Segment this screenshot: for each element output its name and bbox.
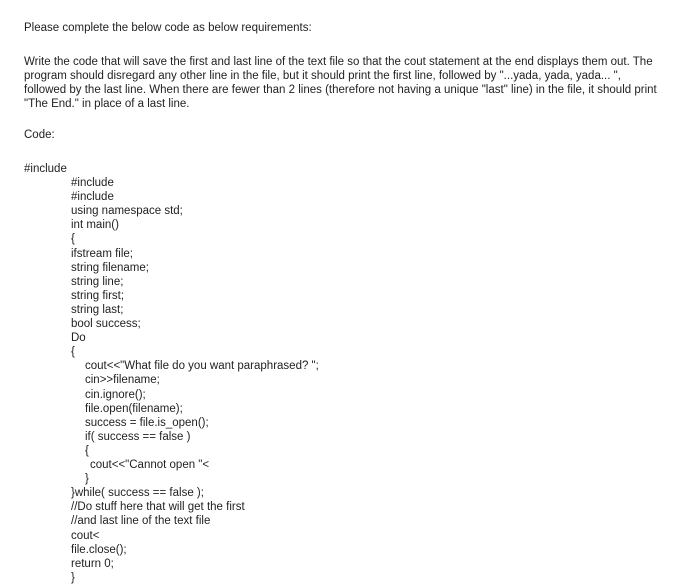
code-label: Code:	[24, 129, 55, 141]
code-first-line: #include	[24, 163, 67, 175]
code-line: //and last line of the text file	[71, 515, 211, 528]
code-line: success = file.is_open();	[85, 416, 209, 429]
code-line: bool success;	[71, 318, 141, 330]
code-line: cout<	[71, 529, 100, 542]
code-line: cout<<"Cannot open "<	[90, 459, 210, 471]
code-line: file.open(filename);	[85, 402, 183, 415]
code-line: //Do stuff here that will get the first	[71, 501, 245, 514]
code-line: }	[71, 571, 75, 584]
code-line: #include	[71, 191, 114, 204]
code-line: string last;	[71, 303, 124, 316]
code-line: }	[85, 473, 89, 486]
heading: Please complete the below code as below requirements:	[24, 22, 312, 34]
code-line: string filename;	[71, 261, 149, 274]
code-line: if( success == false )	[85, 430, 191, 443]
code-line: ifstream file;	[71, 247, 133, 260]
code-line: cout<<"What file do you want paraphrased? ";	[85, 360, 319, 373]
code-line: {	[85, 444, 89, 457]
code-line: return 0;	[71, 557, 114, 570]
code-line: }while( success == false );	[71, 487, 204, 500]
code-line: string first;	[71, 289, 125, 302]
code-line: file.close();	[71, 543, 127, 556]
code-line: cin>>filename;	[85, 374, 160, 387]
code-line: int main()	[71, 219, 119, 232]
requirements-paragraph: Write the code that will save the first and last line of the text file so that the cout statement at the end displays them out. The program should disregard any other line in the file, but it should print the first line, followed by "...yada, yada, yada... ", followed by the last line. When there are fewer than 2 lines (therefore not having a unique "last" line) in the file, it should print "The End." in place of a last line.	[24, 56, 657, 110]
code-line: {	[71, 346, 75, 359]
code-line: cin.ignore();	[85, 388, 146, 401]
code-line: string line;	[71, 275, 124, 288]
code-line: Do	[71, 332, 86, 345]
code-line: using namespace std;	[71, 205, 183, 218]
code-line: #include	[71, 177, 114, 189]
code-line: {	[71, 233, 75, 246]
